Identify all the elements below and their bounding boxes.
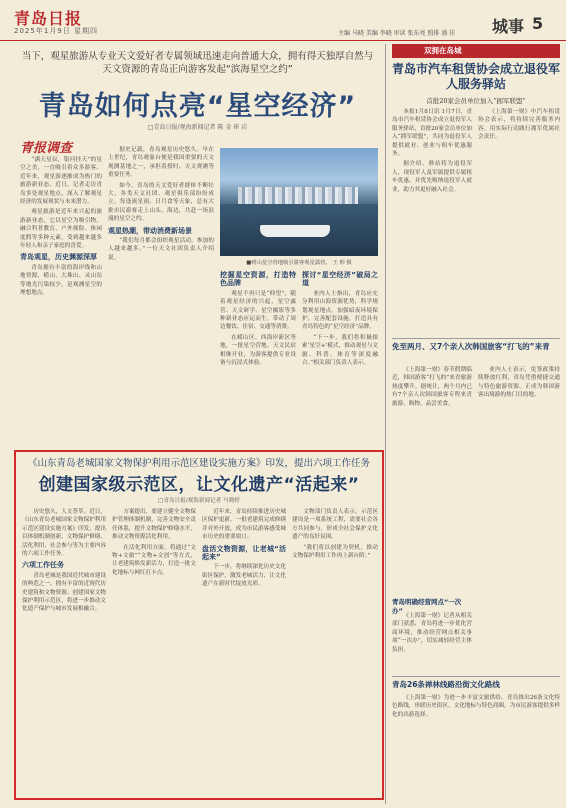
paragraph: 据史记载，青岛观星历史悠久。早在上世纪，青岛观象台便是我国重要的天文观测基地之一，承担着授时、天文观测等重要任务。 [108, 147, 214, 179]
right-subheadline: 首批20家会员单位加入“拥军联盟” [426, 97, 526, 105]
paragraph: 在崂山区、西海岸新区等地，一批星空营地、天文民宿相继开业，为游客提供专业设备与沉浸式体验。 [220, 334, 296, 367]
paragraph: “我们每月都会组织观星活动，参加的人越来越多。”一位天文社团负责人介绍说。 [108, 238, 214, 261]
subheading: 青岛观星，历史渊源深厚 [20, 253, 97, 262]
issue-date: 2025年1月9日 星期四 [14, 27, 98, 35]
lead-text: 当下，观星旅游从专业天文爱好者专属领域迅速走向普通大众，拥有得天独厚自然与天文资源的青岛正向游客发起“滨海星空之约” [21, 51, 374, 75]
column-divider [385, 44, 386, 804]
paragraph: “我们将以创建为契机，推动文物保护利用工作再上新台阶。” [292, 544, 378, 560]
paragraph: 方案提出，要建立健全文物保护管理体制机制，完善文物安全责任体系，提升文物保护修缮水平，推动文物资源活化利用。 [112, 509, 196, 541]
subheading: 观星热潮，带动消费新场景 [108, 226, 192, 235]
paragraph: 文物部门负责人表示，示范区建设是一项系统工程，需要社会各方共同参与，形成全社会保护文化遗产的良好氛围。 [292, 509, 378, 541]
right-col-5 [392, 694, 560, 802]
paragraph: 近年来，青岛持续推进历史城区保护更新，一批老建筑完成修缮并对外开放，成为市民游客感受城市历史的重要窗口。 [202, 509, 286, 541]
masthead-logo [14, 6, 98, 35]
paragraph: 历史悠久，人文荟萃。近日，《山东青岛老城国家文物保护利用示范区建设实施方案》印发，提出以体制机制创新、文物保护修缮、活化利用、社会参与等为主要内容的六项工作任务。 [22, 509, 106, 558]
right-col-2 [478, 108, 560, 336]
column-brand [20, 137, 72, 156]
page-number: 5 [532, 14, 544, 33]
box-col-3 [202, 508, 286, 796]
right-headline: 青岛市汽车租赁协会成立退役军人服务驿站 [392, 62, 561, 91]
paragraph: 青岛拥有丰富的海岸线和山地资源，崂山、大珠山、灵山岛等地光污染较少，是观测星空的理想地点。 [20, 264, 102, 297]
paragraph: 如今，青岛的天文爱好者群体不断壮大，各类天文社团、观星俱乐部纷纷成立。每逢流星雨、日月食等天象，总有大批市民游客走上山头、海边，共赴一场浪漫的星空之约。 [108, 182, 214, 223]
paragraph: 《上海第一财》记者从相关部门获悉，青岛将进一步优化营商环境，推动经营网点相关事项“一次办”，切实减轻经营主体负担。 [392, 613, 472, 653]
box-col-2 [112, 508, 196, 796]
right-headline-3: 青岛26条禅林线路沿街文化路线 [392, 680, 500, 689]
paragraph: “下一步，我们将积极探索‘星空+’模式，推动观星与文旅、科普、体育等深度融合。”相关部门负责人表示。 [302, 334, 378, 367]
right-col-1 [392, 108, 472, 336]
masthead-name: 青岛日报 [14, 9, 83, 28]
paragraph: 本报1月8日讯 1月7日，青岛市汽车租赁协会成立退役军人服务驿站，首批20家会员单位加入“拥军联盟”，共同为退役军人提供就业、创业与租车优惠服务。 [392, 109, 472, 158]
main-col-4 [302, 268, 378, 446]
paragraph: “满天星辰，银河挂天”的星空之美，一直吸引着众多游客。近年来，观星游逐渐成为热门的旅游新业态。近日，记者走访青岛多处观星地点，深入了解观星经济的发展现状与未来潜力。 [20, 157, 102, 206]
right-col-4 [478, 366, 560, 516]
main-col-3 [220, 268, 296, 446]
right-headline-4: 青岛明确经营网点“一次办” [392, 598, 462, 615]
box-col-4 [292, 508, 378, 796]
main-byline: □青岛日报/观海新闻记者 陈 金 崔 岩 [147, 124, 248, 131]
paragraph: 《上海第一财》为进一步丰富文旅供给，青岛推出26条文化特色路线，串联历史街区、文化地标与特色商圈，为市民游客提供多样化的出游选择。 [392, 695, 560, 718]
paragraph: 青岛老城是我国近代城市建设的典范之一，拥有丰富的近现代历史建筑和文物资源。创建国家文物保护利用示范区，将进一步推动文化遗产保护与城市发展相融合。 [22, 572, 106, 613]
box-byline: □青岛日报/观海新闻记者 马晓婷 [158, 498, 240, 504]
paragraph: 观星不再只是“仰望”，随着观星经济的兴起，星空露营、天文研学、星空摄影等多种新业态应运而生，带动了周边餐饮、住宿、交通等消费。 [220, 290, 296, 331]
paragraph: 在活化利用方面，将通过“文物+文旅”“文物+文创”等方式，让老建筑焕发新活力，打造一批文化地标与网红打卡点。 [112, 544, 196, 576]
paragraph: 据介绍，驿站将为退役军人、现役军人及军属提供专属租车优惠，并优先吸纳退役军人就业，助力其更好融入社会。 [392, 161, 472, 193]
section-name: 城事 [492, 17, 525, 36]
editor-credits: 主编 马晓 美编 李晓 审读 张东亮 照排 盛 佳 [338, 30, 456, 37]
paragraph: 下一步，将继续深化历史文化街区保护，激发老城活力，让文化遗产在新时代绽放光彩。 [202, 564, 286, 588]
photo-caption: ■崂山星空营地吸引游客观星露营。 王 帅 摄 [246, 260, 352, 266]
column-brand-name: 青报调查 [20, 141, 73, 156]
subheading: 挖掘星空资源，打造特色品牌 [220, 271, 296, 288]
paragraph: 《上海第一财》中汽车租赁协会表示，将持续完善服务内容，用实际行动践行拥军优属社会责任。 [478, 109, 560, 141]
main-headline: 青岛如何点亮“星空经济” [38, 91, 357, 122]
page-header [0, 0, 566, 41]
ship-shape [260, 225, 330, 237]
paragraph: 业内人士表示，免签政策持续释放红利，青岛凭借便捷交通与特色旅游资源，正成为韩国游客出境游的热门目的地。 [478, 367, 560, 399]
subheading: 盘活文物资源，让老城“活起来” [202, 544, 286, 562]
stargazing-photo [220, 148, 378, 256]
divider-line [392, 338, 560, 339]
box-headline: 创建国家级示范区，让文化遗产“活起来” [38, 475, 360, 495]
paragraph: 业内人士指出，青岛应充分利用山海资源优势，科学规划观星地点，加强暗夜环境保护，完善配套设施，打造具有青岛特色的“星空经济”品牌。 [302, 290, 378, 331]
right-headline-2: 免至两月、又7个亲人次韩国旅客“打飞的”来青 [392, 342, 550, 351]
subheading: 探讨“星空经济”破局之道 [302, 271, 378, 288]
main-col-1 [20, 156, 102, 446]
right-col-3 [392, 366, 472, 516]
topic-tag: 双拥在岛城 [392, 44, 560, 58]
right-col-6 [392, 612, 472, 672]
divider-line [392, 676, 560, 677]
box-col-1 [22, 508, 106, 796]
subheading: 六项工作任务 [22, 561, 64, 570]
main-col-2 [108, 146, 214, 446]
paragraph: 观星旅游是近年来兴起的旅游新业态，它以星空为吸引物，融合科普教育、户外探险、休闲度假等多种元素，受到越来越多年轻人和亲子家庭的喜爱。 [20, 209, 102, 250]
paragraph: 《上海第一财》春节假期临近，韩国游客“打飞的”来青旅游热度攀升。据统计，两个月内已有7个亲人次韩国旅客专程来青旅游、购物、品尝美食。 [392, 367, 472, 407]
box-kicker: 《山东青岛老城国家文物保护利用示范区建设实施方案》印发，提出六项工作任务 [27, 458, 370, 469]
